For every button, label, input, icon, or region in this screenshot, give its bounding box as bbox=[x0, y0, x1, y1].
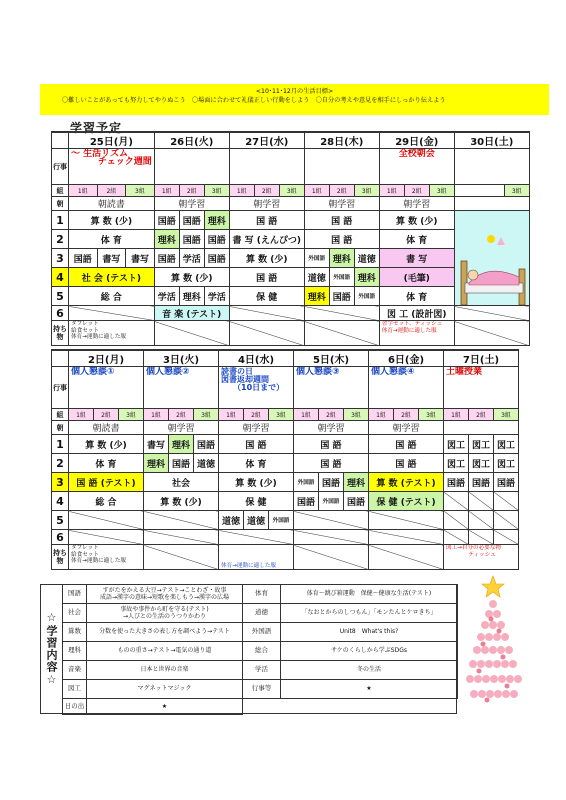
class-cell: 2組 bbox=[244, 409, 269, 421]
morning-activity: 朝学習 bbox=[369, 421, 444, 435]
period-5-label: 5 bbox=[52, 287, 69, 306]
lesson-cell: 外国語 bbox=[269, 511, 294, 530]
empty-cell bbox=[444, 530, 469, 545]
goals-title: <10･11･12月の生活目標> bbox=[255, 88, 334, 95]
class-cell: 2組 bbox=[94, 409, 119, 421]
lesson-cell: 総 合 bbox=[69, 492, 144, 511]
class-cell: 1組 bbox=[219, 409, 244, 421]
lesson-cell: 国語 bbox=[444, 473, 469, 492]
period-2-label: 2 bbox=[52, 230, 69, 249]
subject-content: ★ bbox=[281, 680, 458, 699]
day-header: 28日(木) bbox=[304, 132, 379, 149]
lesson-cell: 道徳 bbox=[304, 268, 329, 287]
class-cell: 2組 bbox=[254, 185, 279, 197]
belongings-text: 習字セット、ティッシュ 体育→運動に適した服 bbox=[379, 321, 454, 346]
lesson-cell: 国 語 bbox=[369, 454, 444, 473]
lesson-cell: 国語 bbox=[169, 454, 194, 473]
class-cell: 3組 bbox=[494, 409, 519, 421]
class-cell: 3組 bbox=[269, 409, 294, 421]
empty-cell bbox=[154, 321, 229, 346]
class-cell: 1組 bbox=[229, 185, 254, 197]
lesson-cell: 理科 bbox=[354, 268, 379, 287]
bed-illustration bbox=[457, 233, 530, 306]
lesson-cell: 学活 bbox=[154, 287, 179, 306]
empty-cell bbox=[144, 530, 219, 545]
period-3-label: 3 bbox=[52, 249, 69, 268]
lesson-cell: 書 写 bbox=[379, 249, 454, 268]
lesson-cell: 図工 bbox=[494, 454, 519, 473]
class-cell: 3組 bbox=[204, 185, 229, 197]
lesson-cell: 道徳 bbox=[244, 511, 269, 530]
lesson-cell: 算 数 (少) bbox=[154, 268, 229, 287]
lesson-cell: 国 語 bbox=[229, 211, 304, 230]
lesson-cell: 国 語 bbox=[229, 268, 304, 287]
lesson-cell: 国語 bbox=[204, 249, 229, 268]
morning-activity: 朝読書 bbox=[69, 421, 144, 435]
period-4-label: 4 bbox=[52, 268, 69, 287]
class-cell: 3組 bbox=[119, 409, 144, 421]
morning-activity: 朝読書 bbox=[69, 197, 155, 211]
lesson-cell: 国語 bbox=[179, 211, 204, 230]
lesson-cell: 国 語 (テスト) bbox=[69, 473, 144, 492]
empty-cell bbox=[469, 492, 494, 511]
class-cell: 1組 bbox=[304, 185, 329, 197]
goals-text: 〇難しいことがあっても努力してやりぬこう 〇場面に合わせて礼儀正しい行動をしよう 〇自分の考えや意見を相手にしっかり伝えよう bbox=[62, 97, 446, 104]
class-cell: 3組 bbox=[194, 409, 219, 421]
lesson-cell: 理科 bbox=[179, 287, 204, 306]
lesson-cell: 理科 bbox=[204, 211, 229, 230]
lesson-cell: 算 数 (少) bbox=[379, 211, 454, 230]
day-header: 27日(水) bbox=[229, 132, 304, 149]
morning-activity: 朝学習 bbox=[219, 421, 294, 435]
lesson-cell: 算 数 (少) bbox=[229, 249, 304, 268]
lesson-cell: 体 育 bbox=[69, 230, 155, 249]
event-text: 土曜授業 bbox=[444, 367, 519, 409]
class-cell: 2組 bbox=[394, 409, 419, 421]
empty-cell bbox=[454, 321, 529, 346]
class-cell: 3組 bbox=[126, 185, 155, 197]
empty-cell bbox=[69, 511, 144, 530]
day-header: 7日(土) bbox=[444, 350, 519, 367]
lesson-cell: 国 語 bbox=[304, 211, 379, 230]
lesson-cell: 道徳 bbox=[354, 249, 379, 268]
empty-cell bbox=[69, 306, 155, 321]
lesson-cell: 書写 bbox=[126, 249, 155, 268]
lesson-cell: 理科 bbox=[169, 435, 194, 454]
class-cell: 2組 bbox=[97, 185, 126, 197]
empty-cell bbox=[144, 545, 219, 570]
class-cell-blank bbox=[454, 185, 504, 197]
subject-content: ものの重さ→テスト→電気の通り道 bbox=[87, 642, 243, 661]
saturday-blank-area bbox=[454, 211, 529, 306]
period-1-label: 1 bbox=[52, 435, 69, 454]
period-2-label: 2 bbox=[52, 454, 69, 473]
subject-label: 算数 bbox=[63, 623, 87, 642]
empty-cell bbox=[444, 492, 469, 511]
subject-content: Unit8 What's this? bbox=[281, 623, 458, 642]
subject-content: マグネットマジック bbox=[87, 680, 243, 699]
row-label-kumi: 組 bbox=[52, 409, 69, 421]
lesson-cell: 国 語 bbox=[294, 454, 369, 473]
row-label-gyoji: 行事 bbox=[52, 149, 69, 185]
subject-label: 国語 bbox=[63, 585, 87, 604]
lesson-cell: 理科 bbox=[154, 230, 179, 249]
lesson-cell: 社会 bbox=[144, 473, 219, 492]
lesson-cell: 国語 bbox=[469, 473, 494, 492]
class-cell: 2組 bbox=[319, 409, 344, 421]
empty-cell bbox=[494, 492, 519, 511]
row-label-asa: 朝 bbox=[52, 421, 69, 435]
subject-label: 行事等 bbox=[243, 680, 281, 699]
lesson-cell: 体 育 bbox=[69, 454, 144, 473]
lesson-cell: 保 健 bbox=[229, 287, 304, 306]
belongings-text: タブレット 給食セット 体育→運動に適した服 bbox=[69, 321, 155, 346]
belongings-text: 図工→自分の必要な物 ティッシュ bbox=[444, 545, 519, 570]
lesson-cell: 理科 bbox=[344, 473, 369, 492]
class-cell: 1組 bbox=[144, 409, 169, 421]
day-header: 3日(火) bbox=[144, 350, 219, 367]
class-cell: 3組 bbox=[504, 185, 529, 197]
empty-cell bbox=[69, 530, 144, 545]
lesson-cell: 図 工 (設計図) bbox=[379, 306, 454, 321]
empty-cell bbox=[454, 306, 529, 321]
day-header: 4日(水) bbox=[219, 350, 294, 367]
lesson-cell: 国語 bbox=[69, 249, 98, 268]
lesson-cell: 体 育 bbox=[379, 230, 454, 249]
event-text bbox=[154, 149, 229, 185]
empty-cell bbox=[469, 530, 494, 545]
period-5-label: 5 bbox=[52, 511, 69, 530]
row-label-gyoji: 行事 bbox=[52, 367, 69, 409]
empty-cell bbox=[494, 511, 519, 530]
empty-cell bbox=[369, 511, 444, 530]
class-cell: 3組 bbox=[354, 185, 379, 197]
lesson-cell: 外国語 bbox=[294, 473, 319, 492]
subject-content: サケのくらしから学ぶSDGs bbox=[281, 642, 458, 661]
lesson-cell: 国語 bbox=[494, 473, 519, 492]
lesson-cell: 理科 bbox=[329, 249, 354, 268]
morning-activity-blank bbox=[454, 197, 529, 211]
lesson-cell: 国語 bbox=[154, 211, 179, 230]
day-header: 25日(月) bbox=[69, 132, 155, 149]
empty-cell bbox=[369, 530, 444, 545]
event-text: 個人懇談① bbox=[69, 367, 144, 409]
subject-content: 「なおとからのしつもん」「モンたんとケロきち」 bbox=[281, 604, 458, 623]
empty-cell bbox=[243, 699, 281, 715]
lesson-cell: 国 語 bbox=[369, 435, 444, 454]
lesson-cell: 音 楽 (テスト) bbox=[154, 306, 229, 321]
lesson-cell: 保 健 (テスト) bbox=[369, 492, 444, 511]
subject-label: 社会 bbox=[63, 604, 87, 623]
lesson-cell: 国語 bbox=[179, 230, 204, 249]
day-header: 2日(月) bbox=[69, 350, 144, 367]
lesson-cell: 国語 bbox=[204, 230, 229, 249]
lesson-cell: 外国語 bbox=[304, 249, 329, 268]
morning-activity: 朝学習 bbox=[294, 421, 369, 435]
subject-label: 体育 bbox=[243, 585, 281, 604]
empty-cell bbox=[229, 306, 304, 321]
lesson-cell: 体 育 bbox=[379, 287, 454, 306]
event-text: ～ 生活リズム チェック週間 bbox=[69, 149, 155, 185]
subject-label: 道徳 bbox=[243, 604, 281, 623]
period-6-label: 6 bbox=[52, 530, 69, 545]
lesson-cell: 図工 bbox=[469, 454, 494, 473]
subject-label: 理科 bbox=[63, 642, 87, 661]
empty-cell bbox=[304, 306, 379, 321]
learning-content-title: ☆学習内容☆ bbox=[45, 611, 58, 687]
lesson-cell: 外国語 bbox=[319, 492, 344, 511]
empty-cell bbox=[294, 511, 369, 530]
subject-label: 外国語 bbox=[243, 623, 281, 642]
lesson-cell: 国語 bbox=[294, 492, 319, 511]
subject-content: 分数を使った大きさの表し方を調べよう→テスト bbox=[87, 623, 243, 642]
lesson-cell: 算 数 (少) bbox=[69, 211, 155, 230]
lesson-cell: 図工 bbox=[494, 435, 519, 454]
class-cell: 3組 bbox=[344, 409, 369, 421]
lesson-cell: 算 数 (少) bbox=[144, 492, 219, 511]
lesson-cell: 道徳 bbox=[219, 511, 244, 530]
class-cell: 2組 bbox=[169, 409, 194, 421]
class-cell: 1組 bbox=[294, 409, 319, 421]
morning-activity: 朝学習 bbox=[154, 197, 229, 211]
lesson-cell: 図工 bbox=[444, 435, 469, 454]
period-4-label: 4 bbox=[52, 492, 69, 511]
lesson-cell: 算 数 (少) bbox=[69, 435, 144, 454]
row-label-mochimono: 持ち物 bbox=[52, 545, 69, 570]
class-cell: 2組 bbox=[469, 409, 494, 421]
empty-cell bbox=[294, 530, 369, 545]
event-text: 全校朝会 bbox=[379, 149, 454, 185]
empty-cell bbox=[304, 321, 379, 346]
belongings-text: タブレット 給食セット 体育→運動に適した服 bbox=[69, 545, 144, 570]
day-header: 6日(金) bbox=[369, 350, 444, 367]
class-cell: 2組 bbox=[179, 185, 204, 197]
day-header: 30日(土) bbox=[454, 132, 529, 149]
lesson-cell: 国語 bbox=[154, 249, 179, 268]
empty-cell bbox=[281, 699, 458, 715]
lesson-cell: 理科 bbox=[304, 287, 329, 306]
lesson-cell: 理科 bbox=[144, 454, 169, 473]
class-cell: 1組 bbox=[154, 185, 179, 197]
day-header: 26日(火) bbox=[154, 132, 229, 149]
class-cell: 1組 bbox=[369, 409, 394, 421]
plan-title: 学習予定 bbox=[70, 121, 123, 135]
week1-schedule bbox=[51, 131, 530, 346]
lesson-cell: 算 数 (テスト) bbox=[369, 473, 444, 492]
morning-activity: 朝学習 bbox=[229, 197, 304, 211]
empty-cell bbox=[469, 511, 494, 530]
subject-content: すがたをかえる大豆→テスト→ことわざ・故事 成語→漢字の意味→短歌を楽しもう→漢字の広場 bbox=[87, 585, 243, 604]
event-text bbox=[304, 149, 379, 185]
lesson-cell: 外国語 bbox=[329, 268, 354, 287]
period-6-label: 6 bbox=[52, 306, 69, 321]
row-label-mochimono: 持ち物 bbox=[52, 321, 69, 346]
class-cell: 1組 bbox=[444, 409, 469, 421]
subject-label: 日の出 bbox=[63, 699, 87, 715]
lesson-cell: 図工 bbox=[469, 435, 494, 454]
class-cell: 3組 bbox=[419, 409, 444, 421]
subject-content: 日本と世界の音楽 bbox=[87, 661, 243, 680]
empty-cell bbox=[219, 530, 294, 545]
lesson-cell: 学活 bbox=[179, 249, 204, 268]
lesson-cell: 総 合 bbox=[69, 287, 155, 306]
class-cell: 2組 bbox=[404, 185, 429, 197]
period-1-label: 1 bbox=[52, 211, 69, 230]
empty-cell bbox=[229, 321, 304, 346]
morning-activity: 朝学習 bbox=[144, 421, 219, 435]
subject-content: ★ bbox=[87, 699, 243, 715]
subject-content: 事故や事件から町を守る(テスト) →人びとの生活のうつりかわり bbox=[87, 604, 243, 623]
lesson-cell: 書写 bbox=[144, 435, 169, 454]
subject-label: 音楽 bbox=[63, 661, 87, 680]
lesson-cell: 外国語 bbox=[354, 287, 379, 306]
goals-banner bbox=[40, 84, 549, 115]
empty-cell bbox=[144, 511, 219, 530]
subject-label: 図工 bbox=[63, 680, 87, 699]
class-cell: 3組 bbox=[279, 185, 304, 197]
lesson-cell: 国語 bbox=[329, 287, 354, 306]
morning-activity: 朝学習 bbox=[379, 197, 454, 211]
lesson-cell: 算 数 (少) bbox=[219, 473, 294, 492]
day-header: 5日(木) bbox=[294, 350, 369, 367]
event-text: 個人懇談④ bbox=[369, 367, 444, 409]
empty-cell bbox=[494, 530, 519, 545]
empty-cell bbox=[369, 545, 444, 570]
row-label-asa: 朝 bbox=[52, 197, 69, 211]
lesson-cell: 国 語 bbox=[219, 435, 294, 454]
empty-cell bbox=[444, 511, 469, 530]
lesson-cell: 図工 bbox=[444, 454, 469, 473]
morning-activity: 朝学習 bbox=[304, 197, 379, 211]
heart-tree-illustration bbox=[462, 574, 524, 716]
subject-label: 学活 bbox=[243, 661, 281, 680]
lesson-cell: 国語 bbox=[319, 473, 344, 492]
lesson-cell: (毛筆) bbox=[379, 268, 454, 287]
class-cell: 2組 bbox=[329, 185, 354, 197]
empty-cell bbox=[294, 545, 369, 570]
lesson-cell: 国語 bbox=[344, 492, 369, 511]
event-text bbox=[454, 149, 529, 185]
lesson-cell: 国語 bbox=[194, 435, 219, 454]
lesson-cell: 道徳 bbox=[194, 454, 219, 473]
class-cell: 1組 bbox=[69, 409, 94, 421]
lesson-cell: 学活 bbox=[204, 287, 229, 306]
week2-schedule bbox=[51, 349, 519, 570]
subject-content: 冬の生活 bbox=[281, 661, 458, 680]
lesson-cell: 体 育 bbox=[219, 454, 294, 473]
event-text: 読書の日 図書返却週間 （10日まで） bbox=[219, 367, 294, 409]
row-label-kumi: 組 bbox=[52, 185, 69, 197]
lesson-cell: 国 語 bbox=[304, 230, 379, 249]
lesson-cell: 書 写 (えんぴつ) bbox=[229, 230, 304, 249]
class-cell: 1組 bbox=[69, 185, 98, 197]
lesson-cell: 書写 bbox=[97, 249, 126, 268]
subject-content: 体育～跳び箱運動 保健～健康な生活(テスト) bbox=[281, 585, 458, 604]
lesson-cell: 社 会 (テスト) bbox=[69, 268, 155, 287]
learning-content-table bbox=[62, 584, 458, 715]
event-text: 個人懇談③ bbox=[294, 367, 369, 409]
day-header: 29日(金) bbox=[379, 132, 454, 149]
period-3-label: 3 bbox=[52, 473, 69, 492]
morning-activity-blank bbox=[444, 421, 519, 435]
event-text bbox=[229, 149, 304, 185]
subject-label: 総合 bbox=[243, 642, 281, 661]
event-text: 個人懇談② bbox=[144, 367, 219, 409]
belongings-text: 体育→運動に適した服 bbox=[219, 545, 294, 570]
class-cell: 1組 bbox=[379, 185, 404, 197]
lesson-cell: 国 語 bbox=[294, 435, 369, 454]
lesson-cell: 保 健 bbox=[219, 492, 294, 511]
class-cell: 3組 bbox=[429, 185, 454, 197]
